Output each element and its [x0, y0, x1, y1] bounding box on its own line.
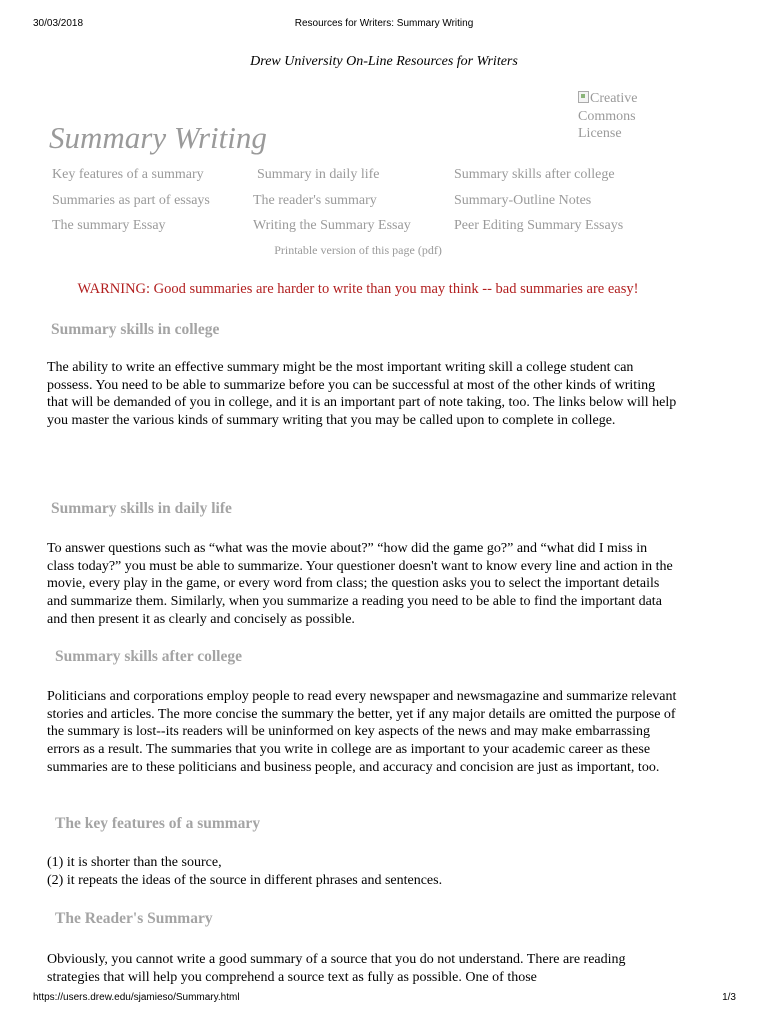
printable-version-link[interactable]: Printable version of this page (pdf) [274, 243, 442, 257]
print-footer-page-number: 1/3 [722, 992, 736, 1003]
print-footer-url: https://users.drew.edu/sjamieso/Summary.html [33, 992, 240, 1003]
heading-skills-in-college: Summary skills in college [51, 321, 220, 338]
nav-link-peer-editing[interactable]: Peer Editing Summary Essays [454, 218, 624, 233]
nav-link-summary-daily-life[interactable]: Summary in daily life [257, 167, 380, 182]
broken-image-icon [578, 91, 589, 103]
warning-text: WARNING: Good summaries are harder to write than you may think -- bad summaries are easy! [77, 281, 639, 297]
paragraph-skills-in-college: The ability to write an effective summary might be the most important writing skill a college student can possess. You need to be able to summarize before you can be successful at most of the other kinds of writing that will be demanded of you in college, and it is an important part of note taking, too. The links below will help you master the various kinds of summary writing that you may be called upon to complete in college. [47, 360, 677, 429]
nav-link-readers-summary[interactable]: The reader's summary [253, 193, 377, 208]
paragraph-readers-summary: Obviously, you cannot write a good summary of a source that you do not understand. There are reading strategies that will help you comprehend a source text as fully as possible. One of those [47, 952, 626, 985]
list-item: (1) it is shorter than the source, [47, 855, 222, 870]
page-title: Summary Writing [49, 119, 267, 155]
nav-link-summaries-in-essays[interactable]: Summaries as part of essays [52, 193, 210, 208]
paragraph-skills-after-college: Politicians and corporations employ people to read every newspaper and newsmagazine and summarize relevant stories and articles. The more concise the summary the better, yet if any major details are omitted the purpose of the summary is lost--its readers will be uninformed on key aspects of the news and may make embarrassing errors as a result. The summaries that you write in college are as important to your academic career as these summaries are to these politicians and business people, and accuracy and concision are just as important, too. [47, 689, 677, 775]
nav-link-summary-outline-notes[interactable]: Summary-Outline Notes [454, 193, 592, 208]
print-header-title: Resources for Writers: Summary Writing [294, 18, 474, 29]
print-footer [0, 992, 768, 1006]
nav-link-skills-after-college[interactable]: Summary skills after college [454, 167, 615, 182]
key-features-list [47, 854, 442, 889]
print-header [0, 18, 768, 32]
paragraph-skills-in-daily-life: To answer questions such as “what was the movie about?” “how did the game go?” and “what did I miss in class today?” you must be able to summarize. Your questioner doesn't want to know every line and action in the movie, every play in the game, or every word from class; the question asks you to select the important details and summarize them. Similarly, when you summarize a reading you need to be able to find the important data and then present it as clearly and concisely as possible. [47, 541, 673, 627]
nav-link-writing-summary-essay[interactable]: Writing the Summary Essay [253, 218, 411, 233]
site-title: Drew University On-Line Resources for Writers [250, 54, 518, 69]
nav-link-summary-essay[interactable]: The summary Essay [52, 218, 166, 233]
print-header-date: 30/03/2018 [33, 18, 84, 29]
heading-key-features: The key features of a summary [55, 815, 261, 832]
nav-link-key-features[interactable]: Key features of a summary [52, 167, 204, 182]
license-image-alt-text: Creative Commons License [578, 91, 638, 141]
heading-readers-summary: The Reader's Summary [55, 910, 213, 927]
list-item: (2) it repeats the ideas of the source in different phrases and sentences. [47, 872, 443, 888]
heading-skills-after-college: Summary skills after college [55, 648, 242, 665]
creative-commons-license-image[interactable] [578, 90, 668, 143]
heading-skills-in-daily-life: Summary skills in daily life [51, 500, 232, 517]
